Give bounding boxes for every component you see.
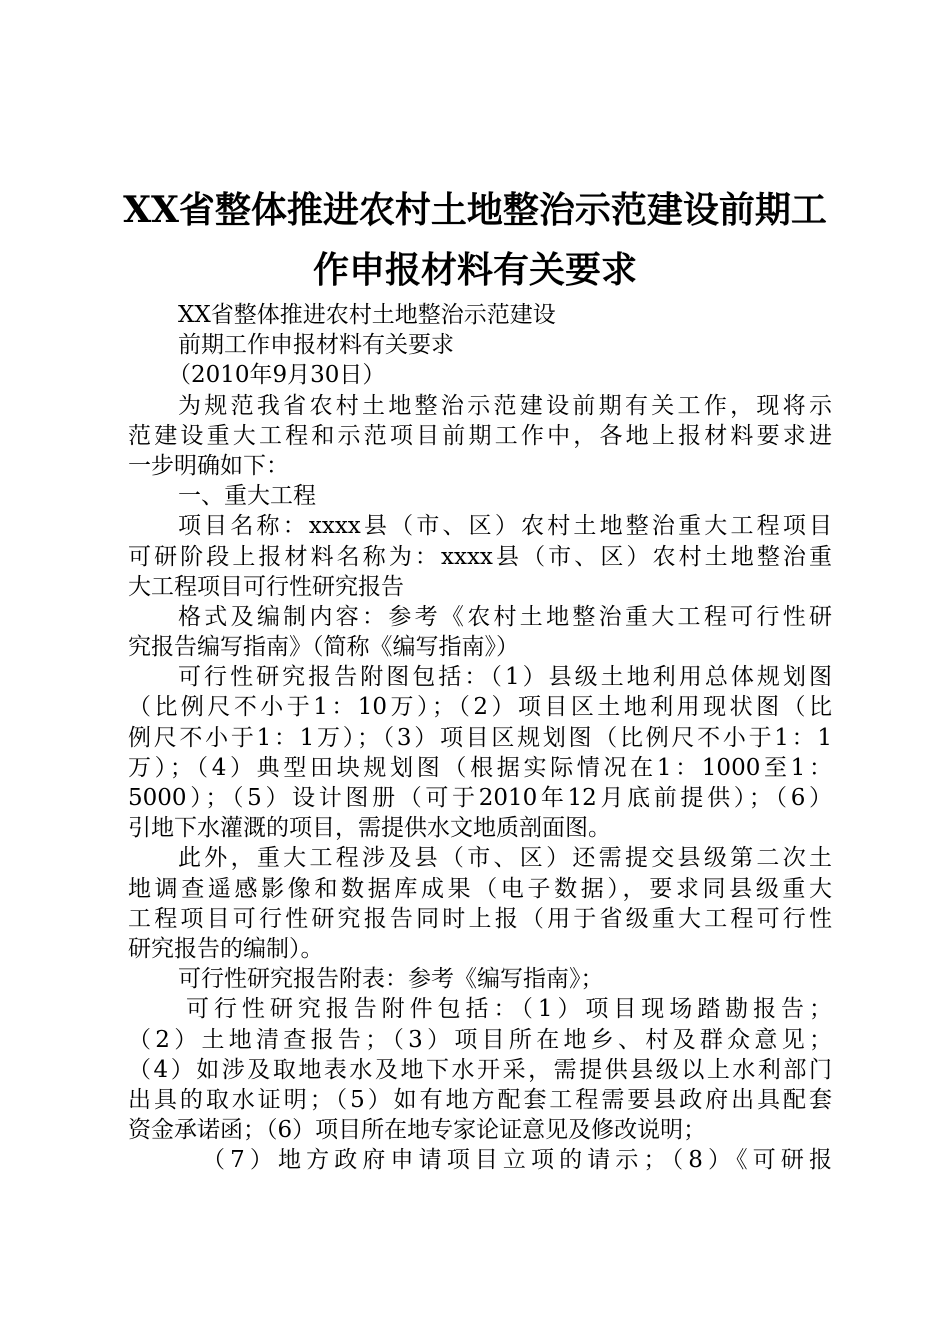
body-line: 研究报告的编制）。 bbox=[128, 935, 324, 962]
body-line: 工程项目可行性研究报告同时上报（用于省级重大工程可行性 bbox=[128, 905, 832, 932]
body-line: （比例尺不小于1：10万）；（2）项目区土地利用现状图（比 bbox=[128, 694, 832, 721]
body-line: （2010年9月30日） bbox=[168, 362, 386, 389]
body-line: 可行性研究报告附图包括：（1）县级土地利用总体规划图 bbox=[178, 664, 832, 691]
body-line: （7）地方政府申请项目立项的请示；（8）《可研报 bbox=[202, 1147, 832, 1174]
body-line: 一、重大工程 bbox=[178, 483, 316, 510]
body-line: 一步明确如下： bbox=[128, 452, 289, 479]
document-title-line-1: XX省整体推进农村土地整治示范建设前期工 bbox=[123, 189, 827, 231]
body-line: 万）；（4）典型田块规划图（根据实际情况在1：1000至1： bbox=[128, 754, 832, 781]
body-line: 可行性研究报告附表：参考《编写指南》； bbox=[178, 966, 604, 993]
body-line: 可行性研究报告附件包括：（1）项目现场踏勘报告； bbox=[186, 996, 832, 1023]
body-line: XX省整体推进农村土地整治示范建设 bbox=[178, 302, 556, 328]
body-line: 5000）；（5）设计图册（可于2010年12月底前提供）；（6） bbox=[128, 785, 832, 811]
body-line: 项目名称：xxxx县（市、区）农村土地整治重大工程项目 bbox=[178, 513, 832, 540]
body-line: 究报告编写指南》（简称《编写指南》） bbox=[128, 634, 519, 661]
body-line: 为规范我省农村土地整治示范建设前期有关工作，现将示 bbox=[178, 392, 832, 419]
body-line: （4）如涉及取地表水及地下水开采，需提供县级以上水利部门 bbox=[128, 1056, 832, 1083]
body-line: 例尺不小于1：1万）；（3）项目区规划图（比例尺不小于1：1 bbox=[128, 724, 832, 751]
body-line: 前期工作申报材料有关要求 bbox=[178, 332, 454, 359]
body-line: 可研阶段上报材料名称为：xxxx县（市、区）农村土地整治重 bbox=[128, 543, 832, 570]
body-line: 范建设重大工程和示范项目前期工作中，各地上报材料要求进 bbox=[128, 422, 832, 449]
document-body bbox=[128, 300, 832, 1175]
body-line: 出具的取水证明；（5）如有地方配套工程需要县政府出具配套 bbox=[128, 1086, 832, 1113]
body-line: （2）土地清查报告；（3）项目所在地乡、村及群众意见； bbox=[128, 1026, 832, 1053]
document-title-line-2: 作申报材料有关要求 bbox=[312, 249, 637, 291]
body-line: 资金承诺函；（6）项目所在地专家论证意见及修改说明； bbox=[128, 1117, 707, 1144]
body-line: 格式及编制内容：参考《农村土地整治重大工程可行性研 bbox=[178, 603, 832, 630]
body-line: 此外，重大工程涉及县（市、区）还需提交县级第二次土 bbox=[178, 845, 832, 872]
body-line: 地调查遥感影像和数据库成果（电子数据），要求同县级重大 bbox=[128, 875, 832, 902]
body-line: 大工程项目可行性研究报告 bbox=[128, 573, 404, 600]
body-line: 引地下水灌溉的项目，需提供水文地质剖面图。 bbox=[128, 815, 611, 842]
